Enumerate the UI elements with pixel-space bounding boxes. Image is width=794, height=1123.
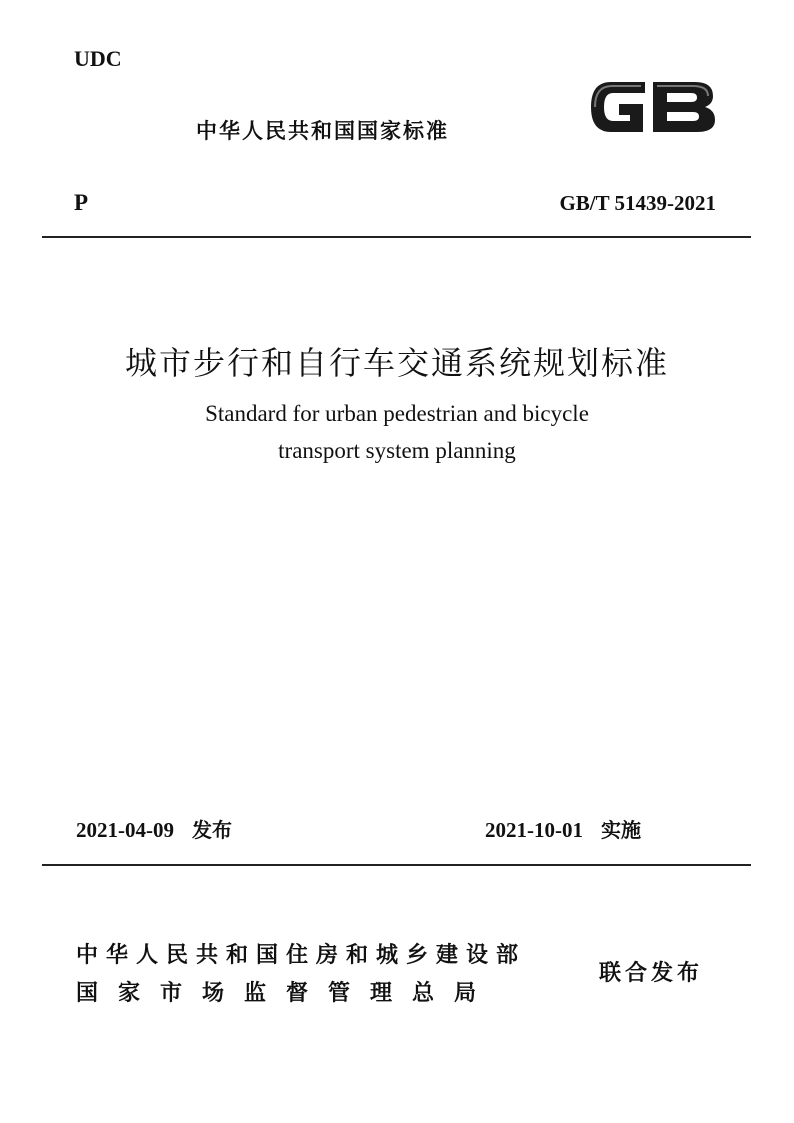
category-code: P: [74, 190, 89, 215]
footer-divider: [42, 864, 751, 866]
udc-label: UDC: [74, 46, 122, 71]
issue-date: 2021-04-09: [76, 818, 174, 842]
issuer-line-2: 国家市场监督管理总局: [76, 981, 497, 1006]
implement-date-row: [485, 814, 641, 843]
gb-logo: [585, 76, 719, 138]
implement-date: 2021-10-01: [485, 818, 583, 842]
header-divider: [42, 236, 751, 238]
title-chinese: 城市步行和自行车交通系统规划标准: [124, 344, 669, 382]
standard-number: GB/T 51439-2021: [559, 191, 716, 215]
issue-label: 发布: [192, 818, 232, 842]
issuer-line-1: 中华人民共和国住房和城乡建设部: [76, 943, 527, 968]
joint-issue-label: 联合发布: [599, 961, 704, 986]
title-english-line1: Standard for urban pedestrian and bicycle: [205, 401, 589, 426]
title-english-line2: transport system planning: [278, 438, 516, 463]
national-standard-label: 中华人民共和国国家标准: [196, 119, 449, 143]
issue-date-row: [76, 814, 232, 843]
implement-label: 实施: [601, 818, 641, 842]
